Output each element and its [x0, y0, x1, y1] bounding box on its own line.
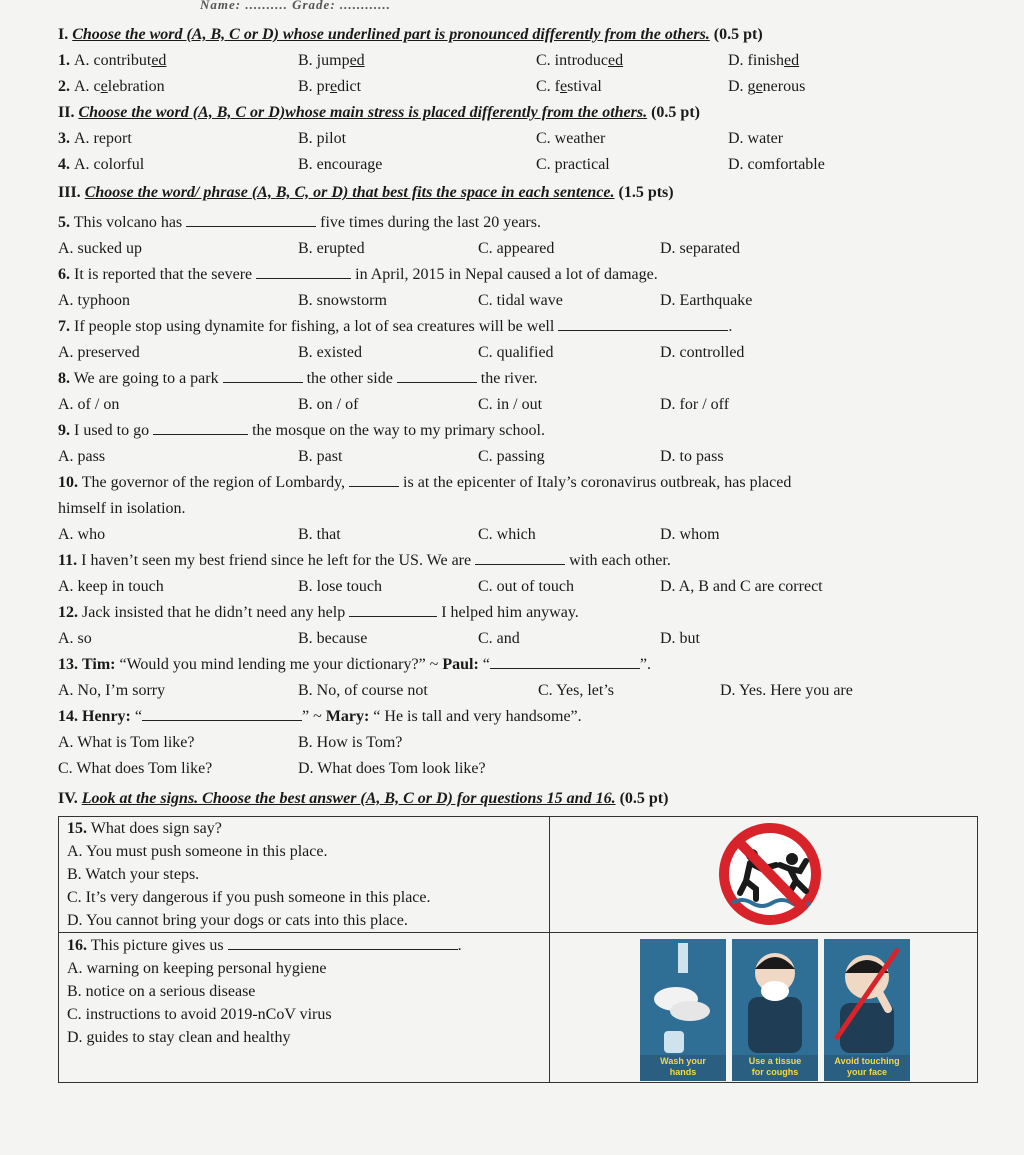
section-2-heading: II. Choose the word (A, B, C or D)whose main stress is placed differently from the others. (0.5 pt): [58, 104, 700, 121]
question-16-cell: 16. This picture gives us . A. warning on keeping personal hygiene B. notice on a serious disease C. instructions to avoid 2019-nCoV virus D. guides to stay clean and healthy: [59, 933, 550, 1083]
question-14-options-1: A. What is Tom like? B. How is Tom?: [58, 734, 403, 751]
hygiene-poster: [640, 939, 910, 1081]
exam-page: [58, 22, 998, 1083]
question-7-options: A. preserved B. existed C. qualified D. controlled: [58, 344, 745, 361]
cropped-header-text: Name: .......... Grade: ............: [200, 0, 391, 10]
question-13-options: A. No, I’m sorry B. No, of course not C. Yes, let’s D. Yes. Here you are: [58, 682, 853, 699]
question-10-options: A. who B. that C. which D. whom: [58, 526, 720, 543]
question-2: 2. A. celebration B. predict C. festival D. generous: [58, 78, 806, 95]
hygiene-poster-cell: [550, 933, 978, 1083]
question-3: 3. A. report B. pilot C. weather D. water: [58, 130, 784, 147]
question-5-stem: 5. This volcano has five times during the last 20 years.: [58, 210, 998, 236]
section-1-heading: I. Choose the word (A, B, C or D) whose underlined part is pronounced differently from the others. (0.5 pt): [58, 26, 763, 43]
panel-2-caption: Use a tissue for coughs: [748, 1056, 802, 1077]
no-pushing-sign-icon: [710, 819, 830, 929]
question-9-options: A. pass B. past C. passing D. to pass: [58, 448, 724, 465]
panel-1-caption: Wash your hands: [660, 1056, 706, 1077]
question-6-stem: 6. It is reported that the severe in April, 2015 in Nepal caused a lot of damage.: [58, 262, 998, 288]
question-9-stem: 9. I used to go the mosque on the way to my primary school.: [58, 418, 998, 444]
question-6-options: A. typhoon B. snowstorm C. tidal wave D. Earthquake: [58, 292, 753, 309]
no-pushing-sign-cell: [550, 817, 978, 933]
question-10-stem-cont: himself in isolation.: [58, 500, 186, 517]
question-14-stem: 14. Henry: “ ” ~ Mary: “ He is tall and very handsome”.: [58, 704, 998, 730]
question-7-stem: 7. If people stop using dynamite for fishing, a lot of sea creatures will be well .: [58, 314, 998, 340]
question-4: 4. A. colorful B. encourage C. practical D. comfortable: [58, 156, 825, 173]
question-15-cell: 15. What does sign say? A. You must push someone in this place. B. Watch your steps. C. It’s very dangerous if you push someone in this place. D. You cannot bring your dogs or cats into this place.: [59, 817, 550, 933]
question-14-options-2: C. What does Tom like? D. What does Tom look like?: [58, 760, 486, 777]
section-4-heading: IV. Look at the signs. Choose the best answer (A, B, C or D) for questions 15 and 16. (0.5 pt): [58, 790, 669, 807]
question-11-stem: 11. I haven’t seen my best friend since he left for the US. We are with each other.: [58, 548, 998, 574]
section-3-heading: III. Choose the word/ phrase (A, B, C, or D) that best fits the space in each sentence. (1.5 pts): [58, 184, 674, 201]
question-13-stem: 13. Tim: “Would you mind lending me your dictionary?” ~ Paul: “ ”.: [58, 652, 998, 678]
question-5-options: A. sucked up B. erupted C. appeared D. separated: [58, 240, 740, 257]
question-12-stem: 12. Jack insisted that he didn’t need any help I helped him anyway.: [58, 600, 998, 626]
question-11-options: A. keep in touch B. lose touch C. out of touch D. A, B and C are correct: [58, 578, 823, 595]
question-8-options: A. of / on B. on / of C. in / out D. for / off: [58, 396, 730, 413]
question-1: 1. A. contributed B. jumped C. introduced D. finished: [58, 52, 800, 69]
question-8-stem: 8. We are going to a park the other side the river.: [58, 366, 998, 392]
panel-3-caption: Avoid touching your face: [834, 1056, 900, 1077]
question-12-options: A. so B. because C. and D. but: [58, 630, 700, 647]
question-10-stem: 10. The governor of the region of Lombardy, is at the epicenter of Italy’s coronavirus outbreak, has placed: [58, 470, 998, 496]
signs-table: [58, 816, 978, 1083]
